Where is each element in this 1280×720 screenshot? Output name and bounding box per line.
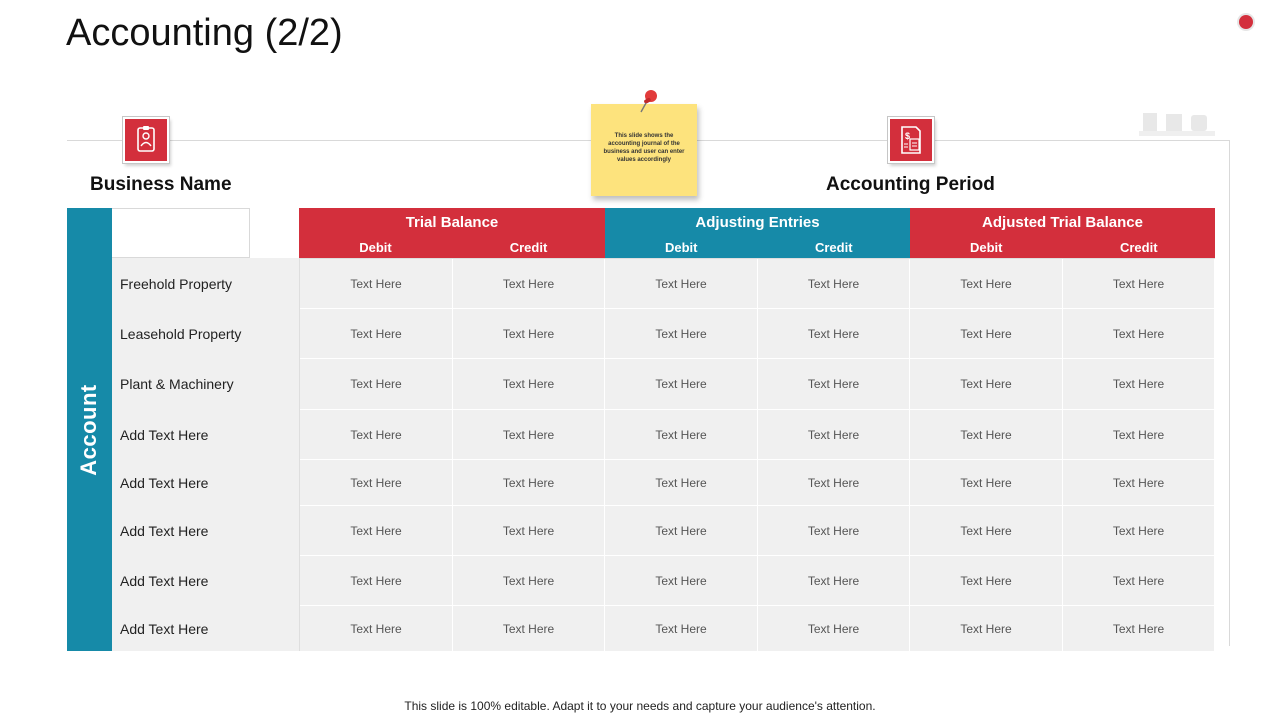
header-trial-balance-debit: Debit (359, 240, 392, 255)
data-grid (299, 258, 1215, 651)
row-label-5: Add Text Here (120, 475, 209, 491)
header-adjusting-entries-debit: Debit (665, 240, 698, 255)
table-cell[interactable]: Text Here (605, 506, 758, 556)
header-trial-balance (299, 208, 605, 258)
table-cell[interactable]: Text Here (453, 556, 605, 606)
table-cell[interactable]: Text Here (1063, 606, 1215, 652)
row-label-7: Add Text Here (120, 573, 209, 589)
table-cell[interactable]: Text Here (453, 506, 605, 556)
header-adjusted-trial-balance-debit: Debit (970, 240, 1003, 255)
table-cell[interactable]: Text Here (758, 309, 910, 359)
table-cell[interactable]: Text Here (300, 556, 453, 606)
decorative-icons (1139, 110, 1219, 141)
footer-text: This slide is 100% editable. Adapt it to your needs and capture your audience's attention. (404, 699, 876, 713)
sticky-note-text: This slide shows the accounting journal of the business and user can enter values accordingly (603, 133, 685, 163)
push-pin-icon (638, 88, 660, 119)
row-label-6: Add Text Here (120, 523, 209, 539)
table-cell[interactable]: Text Here (910, 309, 1063, 359)
table-cell[interactable]: Text Here (605, 460, 758, 506)
header-adjusting-entries (605, 208, 910, 258)
header-trial-balance-title: Trial Balance (405, 214, 499, 231)
table-cell[interactable]: Text Here (758, 410, 910, 460)
table-cell[interactable]: Text Here (910, 606, 1063, 652)
record-dot-icon (1239, 15, 1253, 29)
table-cell[interactable]: Text Here (758, 259, 910, 309)
table-cell[interactable]: Text Here (453, 359, 605, 410)
row-label-4: Add Text Here (120, 427, 209, 443)
invoice-calculator-icon (888, 117, 934, 163)
row-label-leasehold-property: Leasehold Property (120, 326, 242, 342)
divider-line-vertical (1229, 140, 1230, 646)
table-cell[interactable]: Text Here (758, 359, 910, 410)
header-trial-balance-credit: Credit (509, 240, 548, 255)
header-corner-box (112, 208, 250, 258)
table-cell[interactable]: Text Here (300, 606, 453, 652)
table-cell[interactable]: Text Here (453, 606, 605, 652)
row-label-plant-machinery: Plant & Machinery (120, 376, 234, 392)
table-cell[interactable]: Text Here (758, 606, 910, 652)
table-cell[interactable]: Text Here (605, 259, 758, 309)
table-cell[interactable]: Text Here (910, 556, 1063, 606)
table-cell[interactable]: Text Here (910, 506, 1063, 556)
table-cell[interactable]: Text Here (453, 410, 605, 460)
header-adjusted-trial-balance-title: Adjusted Trial Balance (982, 214, 1143, 231)
table-cell[interactable]: Text Here (605, 359, 758, 410)
table-cell[interactable]: Text Here (453, 259, 605, 309)
table-cell[interactable]: Text Here (1063, 460, 1215, 506)
table-cell[interactable]: Text Here (910, 359, 1063, 410)
table-cell[interactable]: Text Here (910, 460, 1063, 506)
page-title: Accounting (2/2) (66, 12, 343, 54)
table-cell[interactable]: Text Here (300, 506, 453, 556)
table-cell[interactable]: Text Here (758, 506, 910, 556)
table-cell[interactable]: Text Here (605, 606, 758, 652)
header-adjusting-entries-title: Adjusting Entries (695, 214, 820, 231)
header-adjusted-trial-balance-credit: Credit (1119, 240, 1158, 255)
table-cell[interactable]: Text Here (300, 410, 453, 460)
business-name-label: Business Name (90, 174, 232, 195)
header-adjusting-entries-credit: Credit (814, 240, 853, 255)
table-cell[interactable]: Text Here (1063, 410, 1215, 460)
table-cell[interactable]: Text Here (1063, 359, 1215, 410)
table-cell[interactable]: Text Here (910, 259, 1063, 309)
table-cell[interactable]: Text Here (1063, 309, 1215, 359)
table-cell[interactable]: Text Here (605, 410, 758, 460)
table-cell[interactable]: Text Here (758, 556, 910, 606)
table-cell[interactable]: Text Here (1063, 259, 1215, 309)
table-cell[interactable]: Text Here (605, 556, 758, 606)
table-cell[interactable]: Text Here (910, 410, 1063, 460)
table-cell[interactable]: Text Here (1063, 556, 1215, 606)
table-cell[interactable]: Text Here (300, 309, 453, 359)
account-label: Account (76, 384, 101, 476)
accounting-period-label: Accounting Period (826, 174, 995, 195)
table-cell[interactable]: Text Here (605, 309, 758, 359)
table-cell[interactable]: Text Here (453, 309, 605, 359)
table-cell[interactable]: Text Here (300, 460, 453, 506)
header-adjusted-trial-balance (910, 208, 1215, 258)
row-label-8: Add Text Here (120, 621, 209, 637)
table-cell[interactable]: Text Here (1063, 506, 1215, 556)
table-cell[interactable]: Text Here (758, 460, 910, 506)
id-badge-icon (123, 117, 169, 163)
table-cell[interactable]: Text Here (300, 359, 453, 410)
row-labels-background (112, 258, 299, 651)
row-label-freehold-property: Freehold Property (120, 276, 233, 292)
svg-text:$: $ (905, 131, 911, 141)
table-cell[interactable]: Text Here (453, 460, 605, 506)
table-cell[interactable]: Text Here (300, 259, 453, 309)
